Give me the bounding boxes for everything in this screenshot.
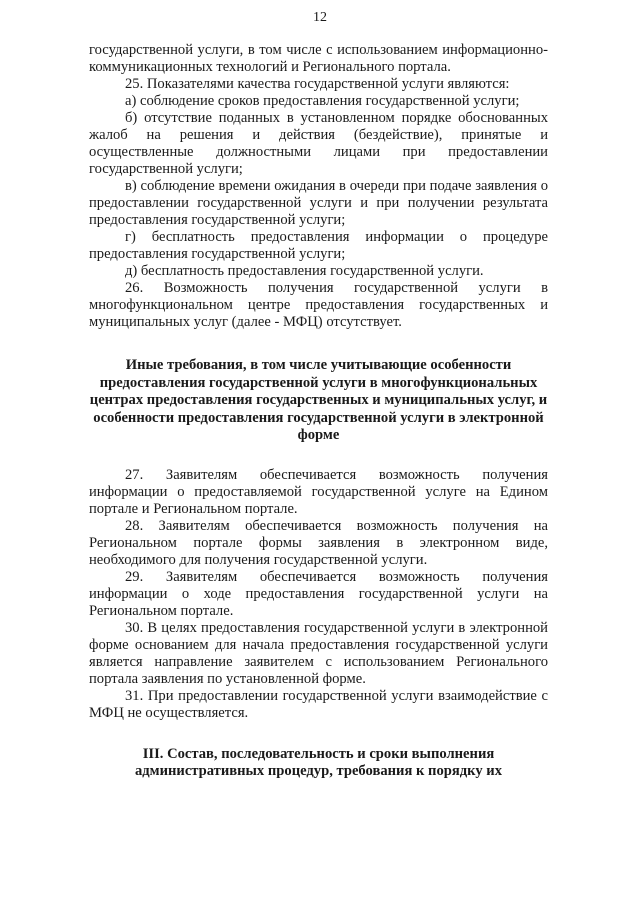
section-electronic-form [89, 467, 548, 722]
paragraph: 25. Показателями качества государственной услуги являются: [125, 76, 510, 92]
paragraph: государственной услуги, в том числе с использованием информационно-коммуникационных технологий и Регионального портала. [89, 42, 548, 75]
paragraph: 31. При предоставлении государственной услуги взаимодействие с МФЦ не осуществляется. [89, 687, 548, 721]
section-quality-indicators [89, 42, 548, 331]
document-body [89, 42, 548, 781]
paragraph: 28. Заявителям обеспечивается возможность получения на Региональном портале формы заявления в электронном виде, необходимого для получения государственной услуги. [89, 517, 548, 568]
paragraph: 30. В целях предоставления государственной услуги в электронной форме основанием для начала предоставления государственной услуги является направление заявителем с использованием Регионального портала заявления по установленной форме. [89, 619, 548, 687]
paragraph: 29. Заявителям обеспечивается возможность получения информации о ходе предоставления государственной услуги на Региональном портале. [89, 568, 548, 619]
paragraph: б) отсутствие поданных в установленном порядке обоснованных жалоб на решения и действия (бездействие), принятые и осуществленные должностными лицами при предоставлении государственной услуги; [89, 110, 548, 177]
paragraph: г) бесплатность предоставления информации о процедуре предоставления государственной услуги; [89, 229, 548, 262]
paragraph: в) соблюдение времени ожидания в очереди при подаче заявления о предоставлении государственной услуги и при получении результата предоставления государственной услуги; [89, 178, 548, 228]
paragraph: 27. Заявителям обеспечивается возможность получения информации о предоставляемой государственной услуге на Едином портале и Региональном портале. [89, 466, 548, 517]
paragraph: 26. Возможность получения государственной услуги в многофункциональном центре предоставления государственных и муниципальных услуг (далее - МФЦ) отсутствует. [89, 280, 548, 330]
page-number: 12 [313, 10, 327, 25]
paragraph: д) бесплатность предоставления государственной услуги. [125, 263, 484, 279]
section-heading: Иные требования, в том числе учитывающие особенности предоставления государственной услуги в многофункциональных центрах предоставления государственных и муниципальных услуг, и особенности предоставления государственной услуги в электронной форме [89, 357, 548, 443]
paragraph: а) соблюдение сроков предоставления государственной услуги; [125, 93, 520, 109]
chapter-heading: III. Состав, последовательность и сроки выполнения административных процедур, требования к порядку их [134, 745, 503, 779]
